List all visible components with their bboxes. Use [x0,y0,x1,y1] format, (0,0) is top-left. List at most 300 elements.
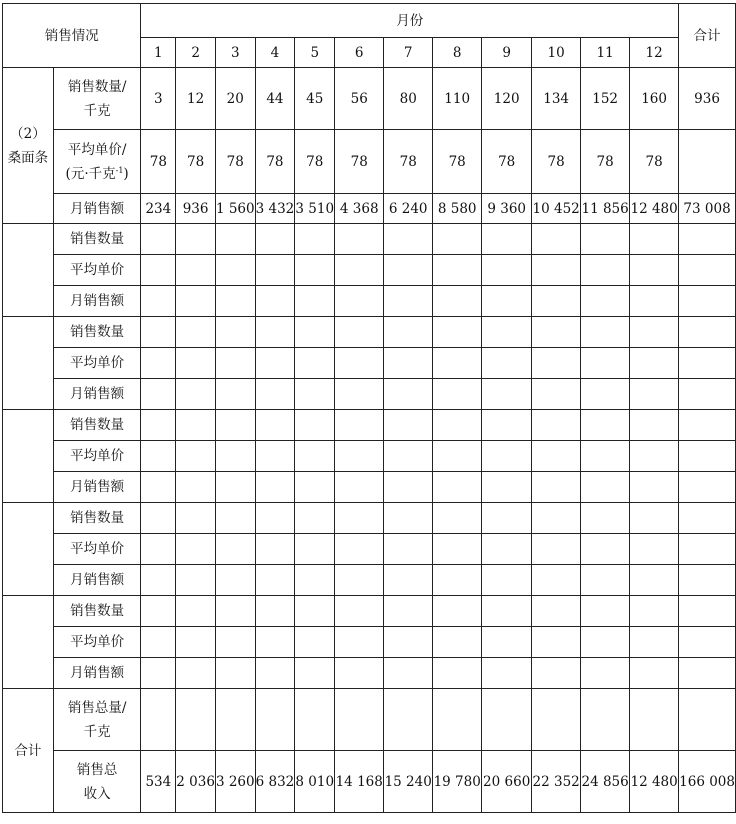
blank-cell [255,410,295,441]
total-qty-label [53,689,141,751]
revenue-cell: 3 510 [295,194,335,224]
price-cell: 78 [141,130,176,194]
quantity-total: 936 [679,68,736,130]
blank-cell [215,224,255,255]
blank-cell [630,441,679,472]
blank-cell [532,503,581,534]
month-1: 1 [141,38,176,68]
table-row [3,130,736,194]
blank-cell [295,627,335,658]
table-row [3,472,736,503]
blank-cell [215,286,255,317]
blank-cell [433,596,482,627]
blank-cell [630,317,679,348]
total-header: 合计 [679,4,736,68]
price-label-line2 [54,162,141,186]
blank-cell [141,441,176,472]
blank-cell [384,658,433,689]
price-cell: 78 [532,130,581,194]
table-row [3,224,736,255]
blank-cell [176,658,216,689]
blank-cell [384,441,433,472]
quantity-cell: 80 [384,68,433,130]
blank-cell [215,627,255,658]
price-cell: 78 [630,130,679,194]
product-name-line2: 桑面条 [7,149,49,166]
quantity-label-line1: 销售数量/ [67,78,127,95]
price-cell: 78 [384,130,433,194]
blank-cell [433,224,482,255]
product-name-line1: （2） [10,125,46,142]
quantity-label-line2: 千克 [83,102,111,119]
blank-cell [482,503,532,534]
sales-table [2,3,736,813]
blank-cell [176,472,216,503]
blank-cell [295,441,335,472]
total-qty-cell [335,689,384,751]
quantity-cell: 110 [433,68,482,130]
blank-cell [581,534,630,565]
blank-row-label: 月销售额 [53,286,141,317]
blank-cell [215,348,255,379]
blank-cell [295,596,335,627]
revenue-label: 月销售额 [53,194,141,224]
blank-cell [384,317,433,348]
blank-cell [255,658,295,689]
blank-cell [433,255,482,286]
blank-cell [384,503,433,534]
blank-row-label: 销售数量 [53,224,141,255]
blank-cell [532,255,581,286]
blank-cell [255,627,295,658]
total-income-cell: 22 352 [532,751,581,813]
total-qty-cell [295,689,335,751]
total-income-cell: 8 010 [295,751,335,813]
blank-cell [176,224,216,255]
blank-cell [141,658,176,689]
table-row [3,503,736,534]
blank-cell [215,503,255,534]
table-row [3,317,736,348]
total-income-cell: 15 240 [384,751,433,813]
blank-cell [176,317,216,348]
blank-cell [335,348,384,379]
price-cell: 78 [215,130,255,194]
blank-cell [532,379,581,410]
blank-total [679,317,736,348]
blank-cell [482,410,532,441]
blank-cell [215,255,255,286]
blank-cell [255,317,295,348]
blank-product-name [3,503,54,596]
blank-row-label: 平均单价 [53,441,141,472]
revenue-cell: 4 368 [335,194,384,224]
month-10: 10 [532,38,581,68]
blank-cell [255,596,295,627]
blank-cell [384,627,433,658]
blank-cell [433,379,482,410]
price-cell: 78 [581,130,630,194]
blank-row-label: 销售数量 [53,503,141,534]
table-row [3,441,736,472]
price-unit-exponent: -1 [115,165,124,175]
blank-cell [433,565,482,596]
blank-cell [141,410,176,441]
blank-cell [295,255,335,286]
blank-cell [255,472,295,503]
total-qty-total [679,689,736,751]
blank-cell [532,627,581,658]
blank-cell [141,348,176,379]
total-income-cell: 12 480 [630,751,679,813]
blank-cell [384,348,433,379]
revenue-cell: 11 856 [581,194,630,224]
table-row [3,68,736,130]
blank-cell [176,286,216,317]
blank-cell [255,255,295,286]
blank-row-label: 月销售额 [53,472,141,503]
blank-cell [581,317,630,348]
blank-cell [335,565,384,596]
blank-cell [215,596,255,627]
total-qty-cell [482,689,532,751]
quantity-cell: 44 [255,68,295,130]
blank-cell [215,472,255,503]
blank-cell [295,565,335,596]
total-income-cell: 534 [141,751,176,813]
blank-cell [335,224,384,255]
blank-cell [482,286,532,317]
blank-cell [384,286,433,317]
blank-total [679,286,736,317]
blank-cell [532,565,581,596]
total-qty-cell [581,689,630,751]
blank-total [679,441,736,472]
blank-cell [433,658,482,689]
blank-cell [630,255,679,286]
revenue-cell: 6 240 [384,194,433,224]
blank-cell [433,503,482,534]
revenue-cell: 8 580 [433,194,482,224]
total-qty-cell [433,689,482,751]
table-row [3,194,736,224]
blank-cell [581,627,630,658]
blank-cell [141,379,176,410]
blank-row-label: 销售数量 [53,317,141,348]
blank-cell [630,379,679,410]
blank-total [679,255,736,286]
quantity-cell: 160 [630,68,679,130]
blank-cell [630,224,679,255]
total-qty-label-line1: 销售总量/ [67,699,127,716]
blank-cell [141,596,176,627]
month-5: 5 [295,38,335,68]
blank-cell [141,627,176,658]
blank-cell [581,286,630,317]
product-name [3,68,54,224]
blank-cell [335,410,384,441]
blank-cell [581,255,630,286]
blank-cell [384,224,433,255]
quantity-cell: 3 [141,68,176,130]
blank-cell [295,224,335,255]
blank-cell [384,255,433,286]
month-4: 4 [255,38,295,68]
revenue-cell: 936 [176,194,216,224]
blank-cell [532,472,581,503]
blank-cell [295,286,335,317]
revenue-cell: 9 360 [482,194,532,224]
blank-cell [384,565,433,596]
blank-cell [433,441,482,472]
blank-cell [215,534,255,565]
quantity-cell: 152 [581,68,630,130]
table-row [3,627,736,658]
price-cell: 78 [176,130,216,194]
blank-cell [384,379,433,410]
blank-cell [176,503,216,534]
blank-cell [433,317,482,348]
blank-cell [255,565,295,596]
blank-cell [482,317,532,348]
blank-cell [581,596,630,627]
revenue-cell: 234 [141,194,176,224]
blank-cell [581,410,630,441]
blank-cell [335,658,384,689]
price-label-line1: 平均单价/ [67,141,127,158]
blank-cell [532,317,581,348]
total-income-cell: 24 856 [581,751,630,813]
total-qty-cell [255,689,295,751]
blank-cell [295,658,335,689]
blank-cell [215,658,255,689]
total-income-total: 166 008 [679,751,736,813]
blank-cell [335,286,384,317]
total-income-cell: 3 260 [215,751,255,813]
blank-total [679,596,736,627]
blank-cell [215,379,255,410]
blank-cell [215,410,255,441]
blank-cell [141,286,176,317]
blank-cell [215,441,255,472]
blank-cell [581,472,630,503]
blank-row-label: 平均单价 [53,627,141,658]
blank-cell [482,379,532,410]
blank-total [679,627,736,658]
blank-cell [630,472,679,503]
blank-cell [384,472,433,503]
total-income-cell: 20 660 [482,751,532,813]
blank-cell [532,596,581,627]
blank-total [679,565,736,596]
blank-cell [581,348,630,379]
total-qty-cell [141,689,176,751]
price-total [679,130,736,194]
blank-cell [630,503,679,534]
quantity-cell: 12 [176,68,216,130]
blank-cell [581,565,630,596]
blank-cell [482,534,532,565]
blank-cell [433,348,482,379]
total-qty-cell [176,689,216,751]
total-qty-cell [384,689,433,751]
blank-cell [433,286,482,317]
blank-row-label: 平均单价 [53,348,141,379]
blank-cell [141,472,176,503]
blank-cell [482,348,532,379]
quantity-cell: 56 [335,68,384,130]
blank-cell [141,255,176,286]
blank-total [679,410,736,441]
blank-row-label: 平均单价 [53,534,141,565]
price-label [53,130,141,194]
blank-product-name [3,410,54,503]
revenue-cell: 10 452 [532,194,581,224]
quantity-cell: 134 [532,68,581,130]
blank-cell [384,534,433,565]
blank-cell [141,565,176,596]
blank-cell [295,348,335,379]
blank-row-label: 月销售额 [53,379,141,410]
blank-cell [532,534,581,565]
price-cell: 78 [255,130,295,194]
blank-cell [433,627,482,658]
blank-cell [630,410,679,441]
blank-cell [630,534,679,565]
blank-cell [295,534,335,565]
blank-total [679,503,736,534]
blank-cell [335,472,384,503]
table-row [3,534,736,565]
blank-cell [532,410,581,441]
blank-cell [335,317,384,348]
table-body [3,4,736,813]
blank-cell [335,503,384,534]
blank-cell [532,348,581,379]
blank-cell [176,627,216,658]
price-cell: 78 [433,130,482,194]
total-income-label-line2: 收入 [83,785,111,802]
month-3: 3 [215,38,255,68]
blank-cell [255,224,295,255]
blank-cell [630,658,679,689]
total-income-cell: 19 780 [433,751,482,813]
blank-total [679,379,736,410]
quantity-label [53,68,141,130]
blank-cell [335,255,384,286]
table-row [3,410,736,441]
blank-product-name [3,317,54,410]
blank-cell [384,410,433,441]
total-income-label [53,751,141,813]
blank-total [679,534,736,565]
blank-cell [482,472,532,503]
blank-cell [433,472,482,503]
blank-row-label: 平均单价 [53,255,141,286]
blank-cell [176,348,216,379]
total-qty-cell [630,689,679,751]
blank-cell [335,441,384,472]
summary-label: 合计 [3,689,54,813]
blank-cell [176,596,216,627]
blank-cell [141,503,176,534]
blank-cell [482,441,532,472]
total-income-cell: 14 168 [335,751,384,813]
blank-total [679,348,736,379]
sales-info-header: 销售情况 [3,4,141,68]
month-8: 8 [433,38,482,68]
total-income-cell: 6 832 [255,751,295,813]
table-row [3,565,736,596]
blank-total [679,472,736,503]
blank-cell [295,503,335,534]
blank-cell [335,627,384,658]
table-row [3,689,736,751]
month-7: 7 [384,38,433,68]
blank-cell [581,224,630,255]
blank-cell [630,286,679,317]
blank-cell [532,224,581,255]
blank-cell [581,441,630,472]
table-row [3,255,736,286]
month-12: 12 [630,38,679,68]
blank-cell [335,534,384,565]
price-cell: 78 [295,130,335,194]
blank-total [679,658,736,689]
blank-cell [581,658,630,689]
blank-cell [141,317,176,348]
price-cell: 78 [335,130,384,194]
blank-cell [141,534,176,565]
price-cell: 78 [482,130,532,194]
blank-cell [581,379,630,410]
blank-cell [215,317,255,348]
blank-cell [482,658,532,689]
blank-cell [176,565,216,596]
table-row [3,379,736,410]
blank-row-label: 销售数量 [53,410,141,441]
blank-cell [532,441,581,472]
revenue-cell: 12 480 [630,194,679,224]
blank-cell [384,596,433,627]
blank-cell [482,255,532,286]
total-income-cell: 2 036 [176,751,216,813]
blank-cell [482,224,532,255]
blank-cell [335,596,384,627]
blank-cell [482,627,532,658]
blank-cell [255,534,295,565]
blank-cell [141,224,176,255]
blank-cell [295,472,335,503]
blank-cell [215,565,255,596]
revenue-cell: 1 560 [215,194,255,224]
table-row [3,751,736,813]
table-row [3,596,736,627]
blank-cell [176,379,216,410]
month-header: 月份 [141,4,679,38]
blank-cell [482,596,532,627]
blank-row-label: 月销售额 [53,565,141,596]
total-income-label-line1: 销售总 [76,761,118,778]
blank-cell [335,379,384,410]
blank-cell [532,658,581,689]
total-qty-cell [532,689,581,751]
blank-cell [630,596,679,627]
blank-cell [433,534,482,565]
blank-total [679,224,736,255]
blank-cell [532,286,581,317]
blank-product-name [3,224,54,317]
